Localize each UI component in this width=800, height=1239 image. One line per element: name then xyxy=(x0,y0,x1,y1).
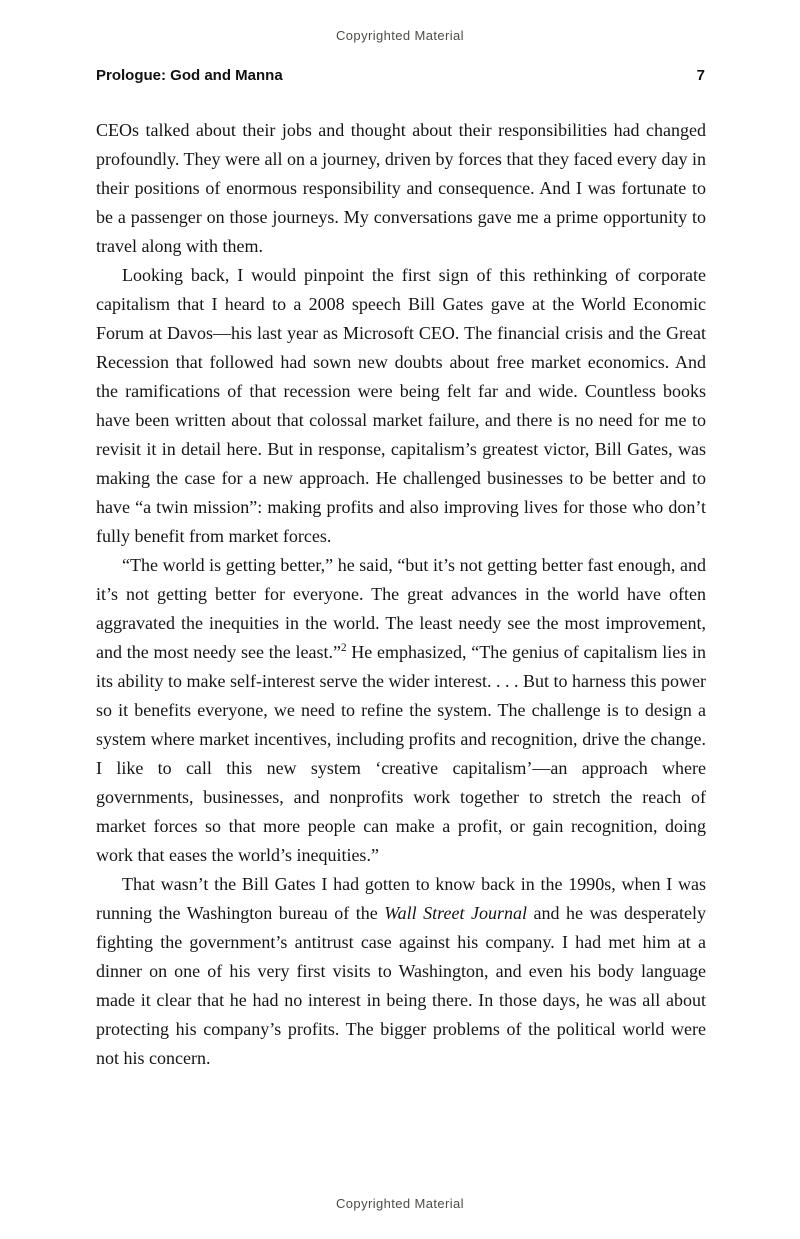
text-segment: CEOs talked about their jobs and thought about their responsibilities had changed profoundly. They were all on a journey, driven by forces that they faced every day in their positions of enormous responsibility and consequence. And I was fortunate to be a passenger on those journeys. My conversations gave me a prime opportunity to travel along with them. xyxy=(96,120,706,256)
paragraph xyxy=(96,551,706,870)
page-header xyxy=(96,67,705,84)
footnote-marker: 2 xyxy=(340,642,347,654)
text-segment: He emphasized, “The genius of capitalism lies in its ability to make self-interest serve the wider interest. . . . But to harness this power so it benefits everyone, we need to refine the system. The challenge is to design a system where market incentives, including profits and recognition, drive the change. I like to call this new system ‘creative capitalism’—an approach where governments, businesses, and nonprofits work together to stretch the reach of market forces so that more people can make a profit, or gain recognition, doing work that eases the world’s inequities.” xyxy=(96,642,706,865)
text-segment: and he was desperately fighting the government’s antitrust case against his company. I had met him at a dinner on one of his very first visits to Washington, and even his body language made it clear that he had no interest in being there. In those days, he was all about protecting his company’s profits. The bigger problems of the political world were not his concern. xyxy=(96,903,706,1068)
paragraph xyxy=(96,116,706,261)
text-segment: Looking back, I would pinpoint the first sign of this rethinking of corporate capitalism that I heard to a 2008 speech Bill Gates gave at the World Economic Forum at Davos—his last year as Microsoft CEO. The financial crisis and the Great Recession that followed had sown new doubts about free market economics. And the ramifications of that recession were being felt far and wide. Countless books have been written about that colossal market failure, and there is no need for me to revisit it in detail here. But in response, capitalism’s greatest victor, Bill Gates, was making the case for a new approach. He challenged businesses to be better and to have “a twin mission”: making profits and also improving lives for those who don’t fully benefit from market forces. xyxy=(96,265,706,546)
text-segment: That wasn’t the Bill Gates I had gotten to know back in the 1990s, when I was running the Washington bureau of the xyxy=(96,874,706,923)
paragraph xyxy=(96,870,706,1073)
page-number: 7 xyxy=(696,67,705,84)
text-segment: “The world is getting better,” he said, “but it’s not getting better fast enough, and it’s not getting better for everyone. The great advances in the world have often aggravated the inequities in the world. The least needy see the most improvement, and the most needy see the least.” xyxy=(96,555,706,662)
copyright-notice-top: Copyrighted Material xyxy=(336,28,464,43)
body-text xyxy=(96,116,706,1073)
copyright-notice-bottom: Copyrighted Material xyxy=(336,1196,464,1211)
paragraph xyxy=(96,261,706,551)
running-head: Prologue: God and Manna xyxy=(96,67,283,84)
book-title-italic: Wall Street Journal xyxy=(384,903,527,923)
